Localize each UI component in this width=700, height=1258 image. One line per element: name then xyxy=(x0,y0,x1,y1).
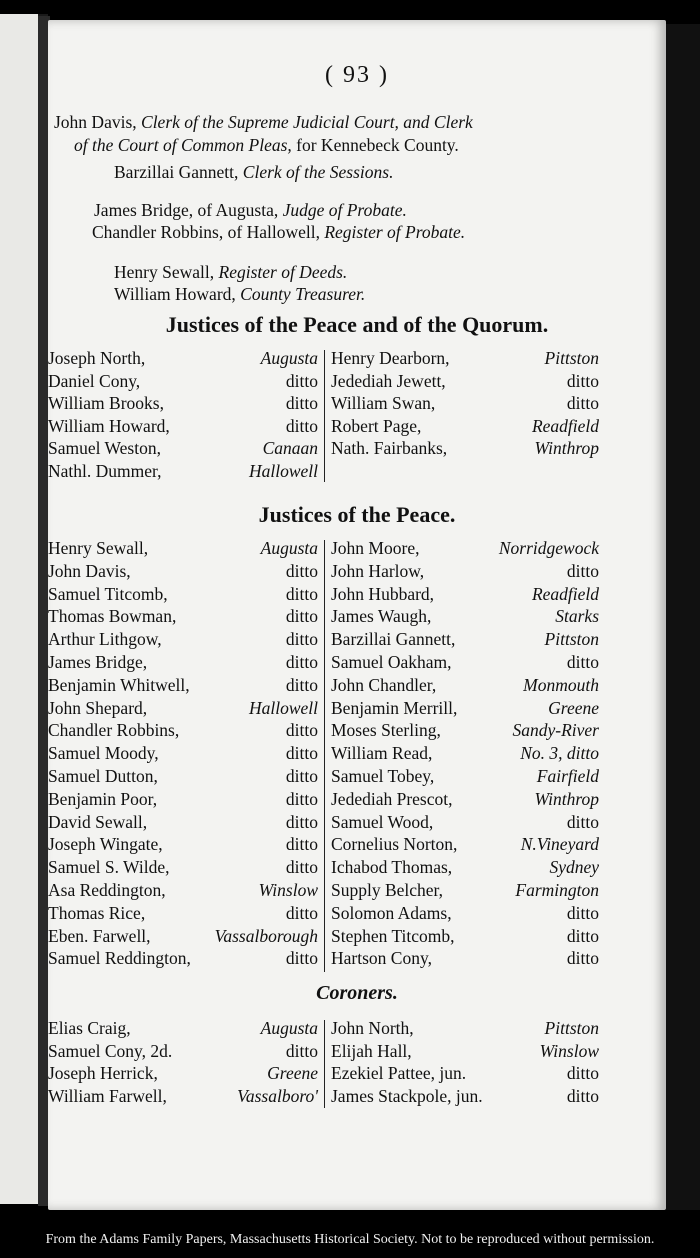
official-name: Barzillai Gannett, xyxy=(114,162,239,182)
person-name: Arthur Lithgow, xyxy=(48,629,162,650)
roster-entry xyxy=(48,606,318,629)
town-name: Norridgewock xyxy=(498,538,599,558)
town-name: ditto xyxy=(285,788,318,809)
person-name: Ezekiel Pattee, jun. xyxy=(331,1063,467,1083)
roster-entry xyxy=(331,348,599,371)
town-name: ditto xyxy=(285,674,318,695)
official-county: for Kennebeck County. xyxy=(296,135,459,155)
coroners-right-column xyxy=(331,1018,599,1108)
town-name: Canaan xyxy=(262,438,318,458)
person-name: Samuel Titcomb, xyxy=(48,583,168,604)
town-name: Pittston xyxy=(544,348,599,368)
roster-entry xyxy=(48,371,318,394)
justices-left-column xyxy=(48,538,318,971)
roster-entry xyxy=(331,1041,599,1064)
person-name: David Sewall, xyxy=(48,811,148,832)
justices-right-column xyxy=(331,538,599,971)
roster-entry xyxy=(48,926,318,949)
person-name: Benjamin Whitwell, xyxy=(48,674,190,695)
person-name: Samuel Tobey, xyxy=(331,765,435,786)
coroners-heading: Coroners. xyxy=(316,982,398,1004)
quorum-left-column xyxy=(48,348,318,483)
person-name: James Waugh, xyxy=(331,606,432,627)
town-name: ditto xyxy=(285,370,318,391)
person-name: Joseph Wingate, xyxy=(48,834,163,855)
town-name: Fairfield xyxy=(536,765,599,786)
town-name: Sandy-River xyxy=(512,720,599,741)
roster-entry xyxy=(48,857,318,880)
town-name: ditto xyxy=(285,857,318,878)
town-name: Winthrop xyxy=(534,438,599,458)
person-name: Ichabod Thomas, xyxy=(331,857,453,878)
roster-entry xyxy=(48,416,318,439)
coroners-roster xyxy=(48,1018,666,1114)
person-name: Samuel Weston, xyxy=(48,438,161,458)
town-name: Augusta xyxy=(260,348,318,368)
town-name: ditto xyxy=(285,834,318,855)
person-name: Supply Belcher, xyxy=(331,879,444,900)
person-name: James Bridge, xyxy=(48,651,148,672)
town-name: ditto xyxy=(285,415,318,436)
roster-entry xyxy=(48,1063,318,1086)
person-name: Benjamin Merrill, xyxy=(331,697,458,718)
person-name: Jedediah Jewett, xyxy=(331,370,446,391)
person-name: John Harlow, xyxy=(331,560,425,581)
town-name: ditto xyxy=(285,720,318,741)
person-name: Nath. Fairbanks, xyxy=(331,438,448,458)
roster-entry xyxy=(331,766,599,789)
town-name: ditto xyxy=(285,902,318,923)
town-name: Hallowell xyxy=(248,697,318,718)
roster-entry xyxy=(331,393,599,416)
roster-entry xyxy=(48,812,318,835)
person-name: Cornelius Norton, xyxy=(331,834,458,855)
roster-entry xyxy=(48,1086,318,1109)
town-name: Monmouth xyxy=(523,674,599,695)
person-name: Daniel Cony, xyxy=(48,370,141,391)
person-name: William Swan, xyxy=(331,393,436,413)
roster-entry xyxy=(48,629,318,652)
roster-entry xyxy=(331,606,599,629)
roster-entry xyxy=(331,720,599,743)
person-name: Samuel S. Wilde, xyxy=(48,857,170,878)
roster-entry xyxy=(48,675,318,698)
person-name: Samuel Moody, xyxy=(48,743,159,764)
roster-entry xyxy=(48,948,318,971)
person-name: Joseph Herrick, xyxy=(48,1063,158,1083)
justices-roster xyxy=(48,538,666,978)
roster-entry xyxy=(331,371,599,394)
roster-entry xyxy=(331,948,599,971)
official-name: Henry Sewall, xyxy=(114,262,215,282)
coroners-left-column xyxy=(48,1018,318,1108)
town-name: No. 3, ditto xyxy=(520,743,599,764)
town-name: ditto xyxy=(566,811,599,832)
person-name: William Farwell, xyxy=(48,1085,167,1106)
roster-entry xyxy=(48,652,318,675)
official-name: William Howard, xyxy=(114,284,236,304)
person-name: Elias Craig, xyxy=(48,1018,131,1038)
quorum-right-column xyxy=(331,348,599,461)
town-name: Winslow xyxy=(258,879,318,900)
roster-entry xyxy=(48,438,318,461)
person-name: Samuel Cony, 2d. xyxy=(48,1040,173,1061)
official-name: John Davis, xyxy=(54,112,137,132)
page-number: ( 93 ) xyxy=(325,62,389,88)
town-name: ditto xyxy=(285,629,318,650)
person-name: Thomas Rice, xyxy=(48,902,146,923)
town-name: ditto xyxy=(566,925,599,946)
person-name: Joseph North, xyxy=(48,348,146,368)
official-title-cont: of the Court of Common Pleas, xyxy=(74,135,292,155)
roster-entry xyxy=(331,926,599,949)
town-name: ditto xyxy=(285,651,318,672)
person-name: Henry Sewall, xyxy=(48,538,149,558)
roster-entry xyxy=(331,698,599,721)
roster-entry xyxy=(331,629,599,652)
person-name: Henry Dearborn, xyxy=(331,348,450,368)
town-name: ditto xyxy=(566,948,599,969)
person-name: Thomas Bowman, xyxy=(48,606,177,627)
person-name: William Read, xyxy=(331,743,433,764)
town-name: ditto xyxy=(285,1040,318,1061)
person-name: John Hubbard, xyxy=(331,583,435,604)
person-name: Asa Reddington, xyxy=(48,879,166,900)
person-name: Eben. Farwell, xyxy=(48,925,151,946)
official-title: County Treasurer. xyxy=(240,284,366,304)
roster-entry xyxy=(331,584,599,607)
town-name: Readfield xyxy=(531,415,599,436)
roster-entry xyxy=(331,789,599,812)
official-name: Chandler Robbins, of Hallowell, xyxy=(92,222,320,242)
person-name: Elijah Hall, xyxy=(331,1040,412,1061)
town-name: ditto xyxy=(566,1085,599,1106)
justices-heading: Justices of the Peace. xyxy=(258,502,456,527)
official-line-cont xyxy=(74,135,459,156)
roster-entry xyxy=(331,857,599,880)
town-name: Winthrop xyxy=(534,788,599,809)
town-name: ditto xyxy=(566,560,599,581)
official-line xyxy=(114,284,365,305)
roster-entry xyxy=(48,903,318,926)
official-title: Register of Probate. xyxy=(324,222,466,242)
official-line xyxy=(54,112,473,133)
person-name: James Stackpole, jun. xyxy=(331,1085,483,1106)
person-name: Jedediah Prescot, xyxy=(331,788,453,809)
town-name: ditto xyxy=(285,765,318,786)
quorum-roster xyxy=(48,348,666,488)
town-name: Vassalborough xyxy=(214,925,318,946)
quorum-heading: Justices of the Peace and of the Quorum. xyxy=(165,312,549,337)
town-name: ditto xyxy=(566,393,599,413)
person-name: Samuel Oakham, xyxy=(331,651,452,672)
town-name: ditto xyxy=(566,370,599,391)
town-name: Pittston xyxy=(544,1018,599,1038)
person-name: Chandler Robbins, xyxy=(48,720,180,741)
official-line xyxy=(94,200,407,221)
person-name: Samuel Reddington, xyxy=(48,948,191,969)
official-title: Clerk of the Sessions. xyxy=(242,162,394,182)
town-name: Sydney xyxy=(549,857,599,878)
town-name: ditto xyxy=(285,811,318,832)
person-name: William Brooks, xyxy=(48,393,164,413)
roster-entry xyxy=(48,834,318,857)
roster-entry xyxy=(48,1018,318,1041)
person-name: Samuel Wood, xyxy=(331,811,434,832)
official-title: Clerk of the Supreme Judicial Court, and Clerk xyxy=(141,112,473,132)
column-divider xyxy=(324,350,325,482)
roster-entry xyxy=(48,538,318,561)
person-name: Solomon Adams, xyxy=(331,902,452,923)
person-name: Samuel Dutton, xyxy=(48,765,158,786)
book-page xyxy=(48,20,666,1210)
town-name: ditto xyxy=(285,393,318,413)
person-name: Moses Sterling, xyxy=(331,720,441,741)
town-name: Augusta xyxy=(260,538,318,558)
roster-entry xyxy=(331,538,599,561)
town-name: ditto xyxy=(566,651,599,672)
town-name: Readfield xyxy=(531,583,599,604)
roster-entry xyxy=(331,1018,599,1041)
person-name: Hartson Cony, xyxy=(331,948,432,969)
roster-entry xyxy=(48,766,318,789)
roster-entry xyxy=(331,1063,599,1086)
town-name: ditto xyxy=(285,560,318,581)
person-name: John Davis, xyxy=(48,560,131,581)
person-name: Robert Page, xyxy=(331,415,422,436)
town-name: Pittston xyxy=(544,629,599,650)
roster-entry xyxy=(331,834,599,857)
town-name: ditto xyxy=(285,743,318,764)
roster-entry xyxy=(331,652,599,675)
roster-entry xyxy=(331,438,599,461)
town-name: N.Vineyard xyxy=(520,834,599,855)
town-name: Winslow xyxy=(539,1040,599,1061)
town-name: Greene xyxy=(267,1063,318,1083)
roster-entry xyxy=(48,393,318,416)
official-title: Judge of Probate. xyxy=(282,200,407,220)
roster-entry xyxy=(48,789,318,812)
person-name: Stephen Titcomb, xyxy=(331,925,455,946)
town-name: Farmington xyxy=(515,879,599,900)
roster-entry xyxy=(48,743,318,766)
town-name: ditto xyxy=(566,1063,599,1083)
person-name: John Shepard, xyxy=(48,697,148,718)
town-name: ditto xyxy=(285,948,318,969)
town-name: Hallowell xyxy=(248,460,318,481)
roster-entry xyxy=(48,584,318,607)
official-line xyxy=(92,222,465,243)
page-edge-shadow xyxy=(666,24,700,1210)
column-divider xyxy=(324,1020,325,1108)
roster-entry xyxy=(331,675,599,698)
official-name: James Bridge, of Augusta, xyxy=(94,200,279,220)
town-name: Starks xyxy=(555,606,599,627)
person-name: John Chandler, xyxy=(331,674,437,695)
roster-entry xyxy=(48,348,318,371)
person-name: William Howard, xyxy=(48,415,170,436)
official-line xyxy=(114,262,347,283)
roster-entry xyxy=(331,880,599,903)
person-name: Benjamin Poor, xyxy=(48,788,158,809)
person-name: Nathl. Dummer, xyxy=(48,460,162,481)
roster-entry xyxy=(331,416,599,439)
person-name: John Moore, xyxy=(331,538,420,558)
roster-entry xyxy=(48,698,318,721)
roster-entry xyxy=(48,1041,318,1064)
column-divider xyxy=(324,540,325,972)
roster-entry xyxy=(48,880,318,903)
town-name: ditto xyxy=(285,606,318,627)
roster-entry xyxy=(331,743,599,766)
town-name: Vassalboro' xyxy=(237,1085,318,1106)
official-line xyxy=(114,162,393,183)
roster-entry xyxy=(331,903,599,926)
attribution-footer: From the Adams Family Papers, Massachusetts Historical Society. Not to be reproduced without permission. xyxy=(45,1232,655,1247)
town-name: Greene xyxy=(548,697,599,718)
roster-entry xyxy=(331,812,599,835)
official-title: Register of Deeds. xyxy=(218,262,348,282)
roster-entry xyxy=(48,720,318,743)
roster-entry xyxy=(331,561,599,584)
town-name: Augusta xyxy=(260,1018,318,1038)
town-name: ditto xyxy=(285,583,318,604)
town-name: ditto xyxy=(566,902,599,923)
person-name: Barzillai Gannett, xyxy=(331,629,456,650)
person-name: John North, xyxy=(331,1018,414,1038)
roster-entry xyxy=(48,561,318,584)
roster-entry xyxy=(331,1086,599,1109)
roster-entry xyxy=(48,461,318,484)
